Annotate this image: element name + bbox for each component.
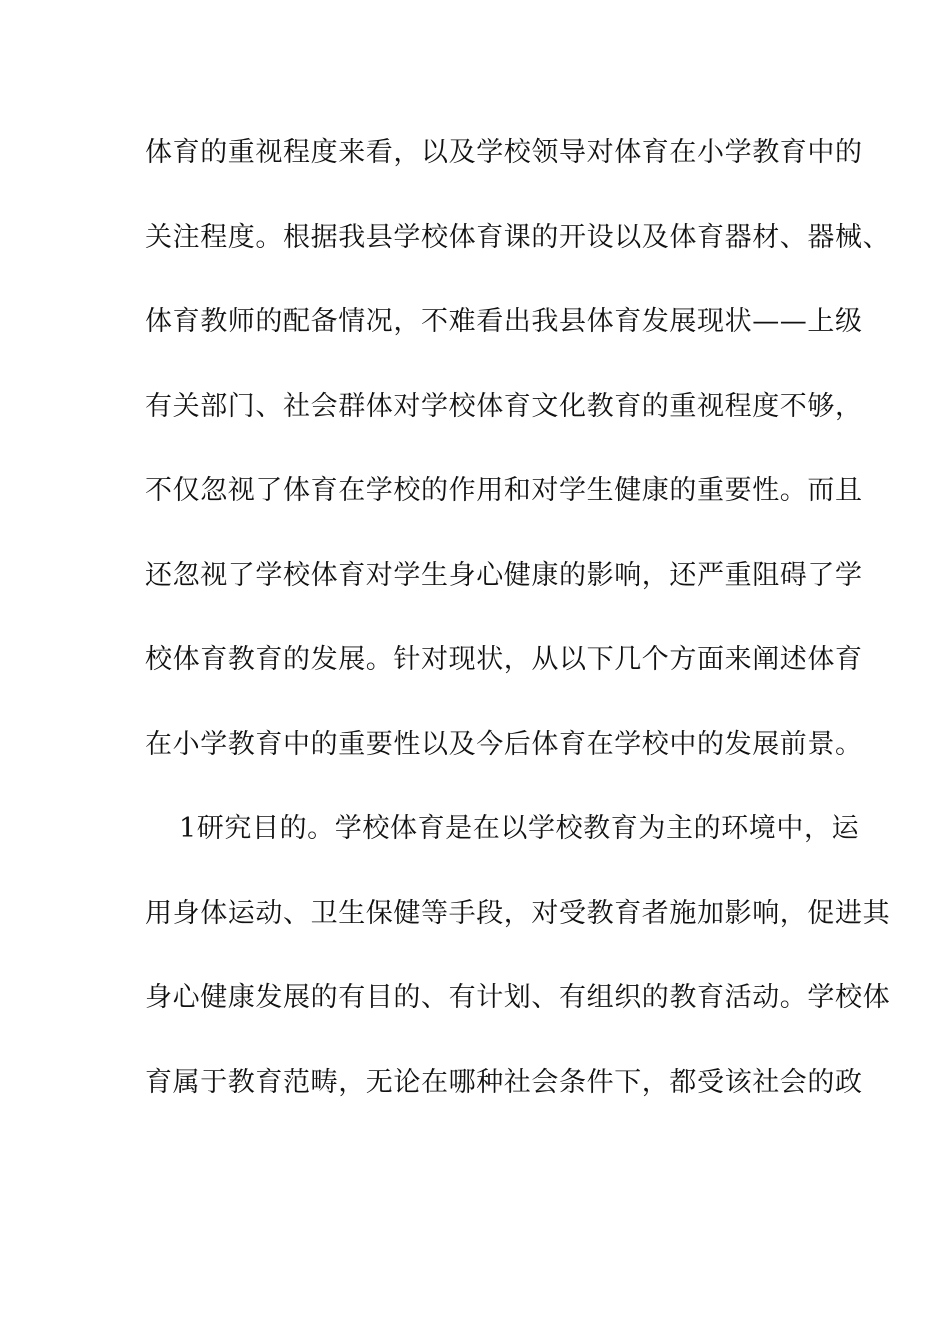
text-line: 不仅忽视了体育在学校的作用和对学生健康的重要性。而且: [145, 475, 863, 506]
text-line: 育属于教育范畴，无论在哪种社会条件下，都受该社会的政: [145, 1066, 863, 1098]
section-heading-line: 1研究目的。学校体育是在以学校教育为主的环境中，运: [179, 813, 860, 844]
text-line: 在小学教育中的重要性以及今后体育在学校中的发展前景。: [145, 728, 863, 760]
text-line: 有关部门、社会群体对学校体育文化教育的重视程度不够，: [145, 390, 863, 422]
text-line: 体育教师的配备情况，不难看出我县体育发展现状——上级: [145, 306, 863, 337]
text-line: 还忽视了学校体育对学生身心健康的影响，还严重阻碍了学: [145, 559, 863, 591]
text-line: 校体育教育的发展。针对现状，从以下几个方面来阐述体育: [145, 644, 863, 675]
text-line: 用身体运动、卫生保健等手段，对受教育者施加影响，促进其: [145, 897, 891, 929]
text-line: 关注程度。根据我县学校体育课的开设以及体育器材、器械、: [145, 221, 891, 253]
body-text: [145, 130, 891, 1144]
text-line: 体育的重视程度来看，以及学校领导对体育在小学教育中的: [145, 137, 863, 168]
text-line: 身心健康发展的有目的、有计划、有组织的教育活动。学校体: [145, 982, 891, 1013]
